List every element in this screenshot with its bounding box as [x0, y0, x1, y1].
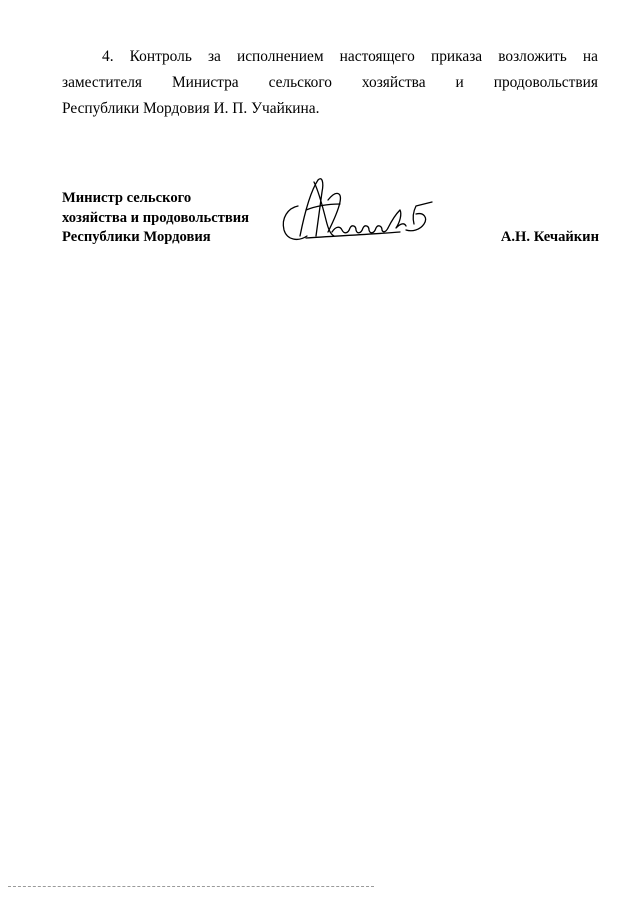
word: Министра	[171, 74, 239, 91]
word: возложить	[498, 48, 567, 65]
word: Контроль	[129, 48, 192, 65]
word: хозяйства	[361, 74, 426, 91]
word: 4.	[102, 48, 114, 65]
paragraph-item-4	[62, 44, 598, 122]
word: на	[582, 48, 598, 65]
signatory-title-line: Министр сельского	[62, 190, 192, 206]
signatory-name: А.Н. Кечайкин	[500, 229, 599, 245]
signature-strokes	[283, 179, 432, 240]
footer-divider	[8, 886, 374, 887]
line-text: Республики Мордовия И. П. Учайкина.	[62, 100, 320, 117]
word: за	[207, 48, 221, 65]
word: заместителя	[62, 74, 142, 91]
signatory-title-line: Республики Мордовия	[62, 229, 211, 245]
word: продовольствия	[493, 74, 598, 91]
word: исполнением	[236, 48, 324, 65]
word: сельского	[268, 74, 332, 91]
handwritten-signature	[276, 170, 440, 250]
word: настоящего	[339, 48, 415, 65]
signatory-title-line: хозяйства и продовольствия	[62, 209, 250, 226]
paragraph-line-1	[62, 44, 598, 70]
paragraph-line-3	[62, 96, 598, 122]
word: приказа	[430, 48, 483, 65]
signatory-title	[62, 189, 249, 248]
word: и	[455, 74, 464, 91]
paragraph-line-2	[62, 70, 598, 96]
